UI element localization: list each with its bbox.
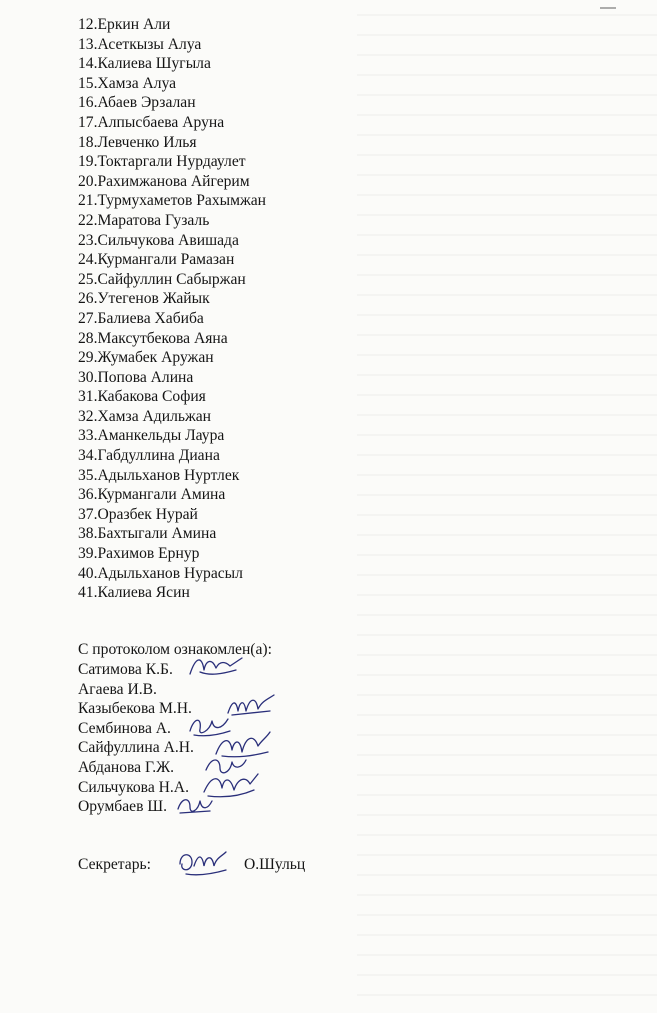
list-item: 15.Хамза Алуа xyxy=(78,74,177,92)
list-item: 17.Алпысбаева Аруна xyxy=(78,113,225,131)
list-item: 35.Адыльханов Нуртлек xyxy=(78,466,240,484)
signer-name: Сембинова А. xyxy=(78,719,171,737)
acknowledgement-section xyxy=(78,640,272,817)
signer-row xyxy=(78,738,272,758)
list-item: 34.Габдуллина Диана xyxy=(78,447,220,465)
list-item: 40.Адыльханов Нурасыл xyxy=(78,564,243,582)
list-item: 41.Калиева Ясин xyxy=(78,584,190,602)
list-item: 37.Оразбек Нурай xyxy=(78,505,198,523)
list-item: 28.Максутбекова Аяна xyxy=(78,329,228,347)
signer-row xyxy=(78,719,272,739)
handwritten-signature xyxy=(174,846,230,880)
list-item: 24.Курмангали Рамазан xyxy=(78,251,235,269)
acknowledgement-title: С протоколом ознакомлен(а): xyxy=(78,641,272,658)
secretary-block xyxy=(78,856,378,880)
signer-row xyxy=(78,797,272,817)
list-item: 18.Левченко Илья xyxy=(78,133,197,151)
list-item: 33.Аманкельды Лаура xyxy=(78,427,225,445)
corner-mark-icon xyxy=(599,4,617,12)
signer-name: Абданова Г.Ж. xyxy=(78,758,175,776)
list-item: 39.Рахимов Ернур xyxy=(78,545,200,563)
list-item: 16.Абаев Эрзалан xyxy=(78,94,196,112)
signer-name: Сильчукова Н.А. xyxy=(78,778,189,796)
list-item: 20.Рахимжанова Айгерим xyxy=(78,172,250,190)
signer-row xyxy=(78,778,272,798)
list-item: 19.Токтаргали Нурдаулет xyxy=(78,153,246,171)
signer-row xyxy=(78,680,272,700)
list-item: 32.Хамза Адильжан xyxy=(78,407,211,425)
signer-name: Сатимова К.Б. xyxy=(78,661,173,678)
signer-row xyxy=(78,699,272,719)
list-item: 30.Попова Алина xyxy=(78,368,194,386)
signer-row xyxy=(78,758,272,778)
bleed-through-texture xyxy=(357,0,657,1013)
list-item: 23.Сильчукова Авишада xyxy=(78,231,239,249)
list-item: 21.Турмухаметов Рахымжан xyxy=(78,192,267,210)
signer-list xyxy=(78,660,272,817)
signer-name: Агаева И.В. xyxy=(78,680,157,698)
student-list xyxy=(78,15,266,603)
list-item: 25.Сайфуллин Сабыржан xyxy=(78,270,246,288)
secretary-name: О.Шульц xyxy=(244,856,306,873)
list-item: 12.Еркин Али xyxy=(78,16,171,33)
secretary-label: Секретарь: xyxy=(78,856,151,873)
list-item: 26.Утегенов Жайык xyxy=(78,290,210,308)
signer-name: Казыбекова М.Н. xyxy=(78,700,192,718)
list-item: 22.Маратова Гузаль xyxy=(78,211,210,229)
list-item: 29.Жумабек Аружан xyxy=(78,349,214,367)
signer-name: Орумбаев Ш. xyxy=(78,798,167,816)
list-item: 36.Курмангали Амина xyxy=(78,486,226,504)
list-item: 31.Кабакова София xyxy=(78,388,206,406)
list-item: 14.Калиева Шугыла xyxy=(78,55,211,73)
list-item: 27.Балиева Хабиба xyxy=(78,309,204,327)
list-item: 13.Асеткызы Алуа xyxy=(78,35,202,53)
signer-row xyxy=(78,660,272,680)
list-item: 38.Бахтыгали Амина xyxy=(78,525,217,543)
signer-name: Сайфуллина А.Н. xyxy=(78,739,194,757)
